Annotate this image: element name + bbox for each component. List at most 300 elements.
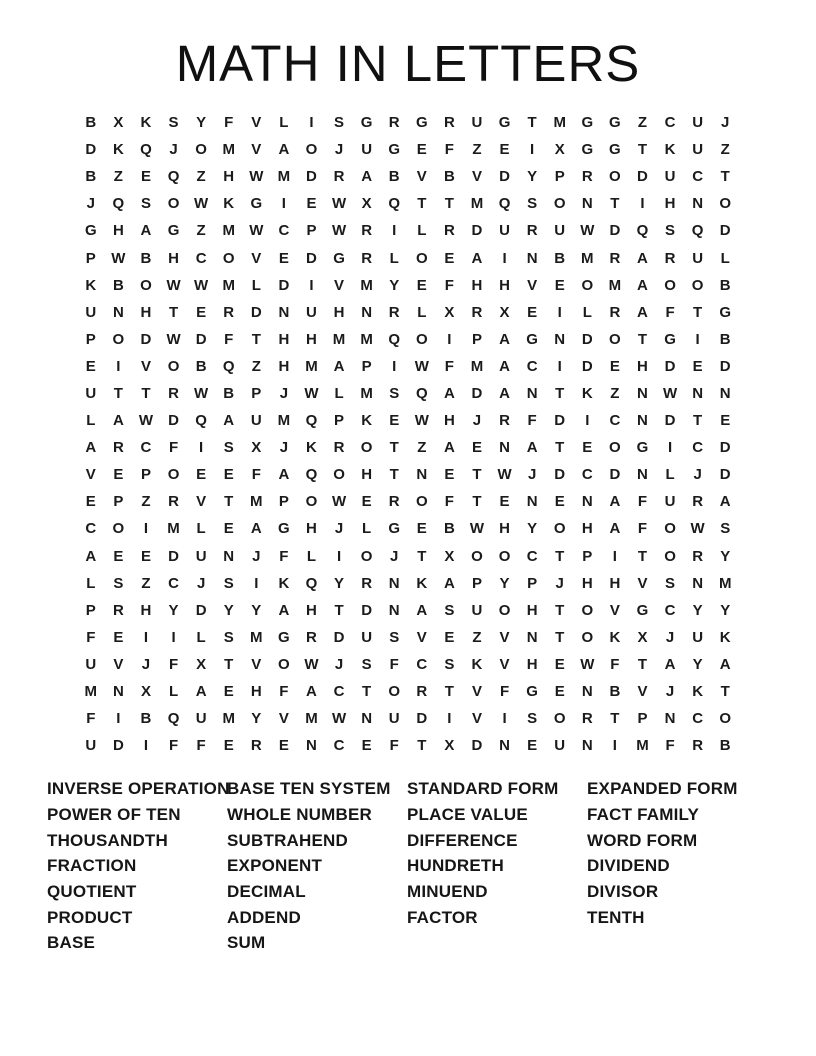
- grid-letter: T: [555, 547, 565, 565]
- grid-letter: R: [692, 493, 704, 511]
- grid-letter: A: [85, 439, 97, 457]
- grid-letter: W: [580, 222, 595, 240]
- grid-letter: E: [140, 168, 151, 186]
- grid-letter: O: [360, 547, 373, 565]
- grid-letter: C: [416, 655, 428, 673]
- grid-letter: R: [306, 628, 317, 646]
- grid-letter: L: [417, 222, 427, 240]
- grid-letter: U: [85, 384, 97, 402]
- grid-letter: D: [719, 357, 731, 375]
- grid-letter: T: [389, 466, 399, 484]
- grid-letter: D: [306, 168, 317, 186]
- grid-letter: L: [389, 249, 399, 267]
- grid-letter: F: [279, 683, 289, 701]
- word-list-item: FRACTION: [47, 856, 137, 876]
- word-list-column: [587, 776, 767, 956]
- grid-letter: K: [471, 655, 483, 673]
- grid-letter: Q: [305, 466, 318, 484]
- word-list-item: ADDEND: [227, 907, 301, 927]
- grid-letter: D: [471, 384, 483, 402]
- grid-letter: P: [471, 330, 482, 348]
- grid-letter: C: [609, 412, 621, 430]
- grid-letter: U: [306, 303, 317, 321]
- grid-letter: D: [140, 330, 152, 348]
- grid-letter: R: [333, 168, 345, 186]
- grid-letter: O: [415, 249, 428, 267]
- grid-letter: O: [609, 330, 621, 348]
- grid-letter: I: [447, 710, 452, 728]
- grid-letter: T: [417, 195, 427, 213]
- grid-letter: S: [223, 628, 234, 646]
- grid-letter: M: [84, 683, 98, 701]
- grid-letter: U: [692, 114, 704, 132]
- grid-letter: P: [85, 330, 96, 348]
- grid-letter: Y: [527, 168, 538, 186]
- grid-letter: X: [196, 655, 207, 673]
- word-list-item: HUNDRETH: [407, 856, 504, 876]
- grid-letter: G: [388, 141, 401, 159]
- grid-letter: W: [580, 655, 595, 673]
- grid-letter: E: [113, 547, 124, 565]
- grid-letter: A: [443, 384, 455, 402]
- grid-letter: E: [223, 466, 234, 484]
- grid-letter: G: [581, 114, 594, 132]
- grid-letter: D: [278, 276, 290, 294]
- grid-letter: F: [196, 737, 206, 755]
- grid-letter: E: [554, 655, 565, 673]
- word-list-item: STANDARD FORM: [407, 779, 559, 799]
- grid-letter: V: [527, 276, 538, 294]
- grid-letter: H: [526, 655, 538, 673]
- grid-letter: M: [360, 276, 373, 294]
- grid-letter: R: [388, 303, 400, 321]
- grid-letter: I: [254, 574, 259, 592]
- grid-letter: T: [417, 737, 427, 755]
- grid-letter: Q: [388, 330, 401, 348]
- grid-letter: E: [720, 412, 731, 430]
- grid-letter: M: [222, 141, 235, 159]
- grid-letter: L: [306, 547, 317, 565]
- grid-letter: W: [662, 384, 678, 402]
- grid-letter: W: [249, 168, 264, 186]
- grid-letter: E: [527, 737, 538, 755]
- word-list-column: [227, 776, 407, 956]
- grid-letter: R: [112, 601, 124, 619]
- grid-letter: S: [665, 574, 676, 592]
- grid-letter: M: [470, 357, 484, 375]
- grid-letter: A: [333, 357, 345, 375]
- grid-letter: O: [415, 493, 428, 511]
- grid-letter: T: [610, 195, 620, 213]
- grid-letter: F: [499, 683, 510, 701]
- grid-letter: K: [664, 141, 676, 159]
- grid-letter: T: [389, 439, 399, 457]
- grid-letter: U: [85, 737, 97, 755]
- grid-letter: D: [195, 601, 207, 619]
- word-list-item: QUOTIENT: [47, 882, 137, 902]
- grid-letter: V: [499, 655, 510, 673]
- grid-letter: O: [388, 683, 401, 701]
- grid-letter: N: [554, 330, 566, 348]
- grid-letter: E: [527, 303, 538, 321]
- grid-letter: Q: [415, 384, 428, 402]
- grid-letter: X: [499, 303, 510, 321]
- grid-letter: H: [361, 466, 373, 484]
- grid-letter: B: [112, 276, 124, 294]
- grid-letter: Q: [636, 222, 649, 240]
- grid-letter: N: [581, 737, 593, 755]
- grid-letter: G: [415, 114, 428, 132]
- word-list-item: FACTOR: [407, 907, 478, 927]
- grid-letter: K: [223, 195, 235, 213]
- grid-letter: I: [695, 330, 700, 348]
- grid-letter: T: [444, 195, 454, 213]
- grid-letter: E: [223, 737, 234, 755]
- grid-letter: P: [140, 466, 151, 484]
- grid-letter: J: [196, 574, 206, 592]
- grid-letter: M: [553, 114, 566, 132]
- grid-letter: T: [527, 114, 537, 132]
- puzzle-title: MATH IN LETTERS: [175, 35, 641, 92]
- grid-letter: C: [140, 439, 152, 457]
- grid-letter: T: [555, 601, 565, 619]
- grid-letter: D: [719, 466, 731, 484]
- grid-letter: F: [444, 357, 454, 375]
- grid-letter: V: [251, 249, 262, 267]
- grid-letter: I: [667, 439, 673, 457]
- grid-letter: C: [526, 357, 538, 375]
- grid-letter: S: [140, 195, 151, 213]
- grid-letter: H: [250, 683, 262, 701]
- grid-letter: B: [719, 276, 731, 294]
- grid-letter: R: [388, 493, 400, 511]
- grid-letter: E: [609, 357, 620, 375]
- grid-letter: A: [471, 249, 483, 267]
- grid-letter: T: [610, 710, 620, 728]
- grid-letter: G: [278, 520, 290, 538]
- grid-letter: D: [554, 412, 566, 430]
- grid-letter: F: [527, 412, 537, 430]
- grid-letter: M: [470, 195, 484, 213]
- grid-letter: T: [444, 683, 454, 701]
- grid-letter: N: [719, 384, 731, 402]
- grid-letter: T: [362, 683, 372, 701]
- grid-letter: T: [472, 493, 482, 511]
- grid-letter: Q: [140, 141, 152, 159]
- grid-letter: A: [637, 249, 648, 267]
- grid-letter: V: [334, 276, 345, 294]
- grid-letter: W: [690, 520, 705, 538]
- grid-letter: D: [581, 330, 593, 348]
- grid-letter: R: [333, 439, 345, 457]
- word-list-item: DIFFERENCE: [407, 830, 518, 850]
- grid-letter: D: [554, 466, 566, 484]
- grid-letter: G: [636, 601, 649, 619]
- grid-letter: T: [224, 655, 234, 673]
- grid-letter: S: [223, 574, 234, 592]
- grid-letter: K: [140, 114, 152, 132]
- grid-letter: D: [85, 141, 97, 159]
- grid-letter: G: [498, 114, 511, 132]
- word-list-item: DIVIDEND: [587, 856, 670, 876]
- grid-letter: B: [223, 384, 235, 402]
- grid-letter: N: [664, 710, 676, 728]
- grid-letter: O: [305, 141, 318, 159]
- grid-letter: I: [530, 141, 535, 159]
- grid-letter: S: [389, 628, 400, 646]
- grid-letter: B: [609, 683, 621, 701]
- grid-letter: K: [112, 141, 124, 159]
- grid-letter: T: [555, 628, 565, 646]
- grid-letter: H: [306, 330, 317, 348]
- grid-letter: T: [720, 683, 730, 701]
- grid-letter: I: [612, 737, 617, 755]
- grid-letter: F: [665, 737, 675, 755]
- grid-letter: P: [306, 222, 317, 240]
- grid-letter: S: [389, 384, 400, 402]
- grid-letter: R: [609, 249, 621, 267]
- grid-letter: W: [304, 384, 319, 402]
- word-list-item: DECIMAL: [227, 882, 306, 902]
- grid-letter: H: [278, 357, 290, 375]
- grid-letter: D: [250, 303, 262, 321]
- grid-letter: R: [471, 303, 483, 321]
- grid-letter: T: [693, 412, 703, 430]
- grid-letter: M: [636, 737, 649, 755]
- word-list: [0, 776, 816, 956]
- grid-letter: O: [167, 357, 180, 375]
- grid-letter: V: [471, 168, 482, 186]
- grid-letter: O: [664, 520, 676, 538]
- grid-letter: J: [169, 141, 178, 159]
- grid-letter: D: [719, 439, 731, 457]
- grid-letter: H: [278, 330, 290, 348]
- grid-letter: E: [196, 303, 207, 321]
- grid-letter: P: [527, 574, 538, 592]
- grid-letter: O: [719, 195, 732, 213]
- word-list-item: BASE: [47, 933, 96, 953]
- grid-letter: O: [609, 168, 621, 186]
- grid-letter: J: [390, 547, 399, 565]
- grid-letter: C: [278, 222, 290, 240]
- grid-letter: R: [443, 114, 455, 132]
- grid-letter: D: [609, 222, 621, 240]
- grid-letter: L: [334, 384, 344, 402]
- grid-letter: B: [719, 737, 731, 755]
- grid-letter: N: [692, 574, 704, 592]
- grid-letter: M: [332, 330, 346, 348]
- grid-letter: F: [224, 114, 234, 132]
- grid-letter: F: [637, 493, 648, 511]
- grid-letter: O: [581, 628, 594, 646]
- grid-letter: Y: [720, 547, 731, 565]
- grid-letter: N: [637, 466, 648, 484]
- grid-letter: D: [195, 330, 207, 348]
- grid-letter: V: [637, 683, 648, 701]
- grid-letter: A: [637, 276, 648, 294]
- grid-letter: W: [138, 412, 154, 430]
- grid-letter: J: [334, 655, 344, 673]
- grid-letter: Q: [388, 195, 401, 213]
- word-list-item: WHOLE NUMBER: [227, 804, 372, 824]
- grid-letter: T: [334, 601, 344, 619]
- grid-letter: Y: [720, 601, 731, 619]
- grid-letter: Z: [141, 574, 151, 592]
- grid-letter: U: [195, 710, 207, 728]
- grid-letter: X: [361, 195, 372, 213]
- grid-letter: M: [305, 357, 318, 375]
- grid-letter: P: [251, 384, 262, 402]
- grid-letter: V: [609, 601, 620, 619]
- grid-letter: L: [86, 412, 96, 430]
- grid-letter: I: [116, 710, 121, 728]
- grid-letter: V: [637, 574, 648, 592]
- grid-letter: B: [140, 249, 152, 267]
- grid-letter: U: [85, 303, 97, 321]
- grid-letter: I: [585, 412, 590, 430]
- grid-letter: A: [609, 493, 621, 511]
- grid-letter: A: [306, 683, 317, 701]
- word-list-item: POWER OF TEN: [47, 804, 181, 824]
- grid-letter: L: [665, 466, 675, 484]
- grid-letter: Z: [113, 168, 123, 186]
- grid-letter: N: [416, 466, 428, 484]
- grid-letter: G: [278, 628, 290, 646]
- grid-letter: O: [195, 141, 207, 159]
- grid-letter: I: [612, 547, 617, 565]
- grid-letter: R: [581, 710, 593, 728]
- grid-letter: K: [692, 683, 704, 701]
- grid-letter: E: [113, 466, 124, 484]
- grid-letter: M: [360, 330, 373, 348]
- grid-letter: A: [719, 493, 731, 511]
- grid-letter: T: [224, 493, 234, 511]
- grid-letter: E: [223, 683, 234, 701]
- grid-letter: M: [250, 628, 263, 646]
- grid-letter: Q: [498, 195, 511, 213]
- grid-letter: R: [526, 222, 538, 240]
- grid-letter: Y: [334, 574, 345, 592]
- grid-letter: S: [720, 520, 731, 538]
- grid-letter: N: [526, 384, 538, 402]
- grid-letter: R: [692, 547, 704, 565]
- grid-letter: Y: [196, 114, 207, 132]
- grid-letter: A: [361, 168, 373, 186]
- grid-letter: C: [692, 168, 704, 186]
- grid-letter: E: [416, 276, 427, 294]
- grid-letter: T: [637, 330, 648, 348]
- grid-letter: B: [388, 168, 400, 186]
- grid-letter: M: [222, 222, 235, 240]
- grid-letter: U: [361, 141, 373, 159]
- grid-letter: H: [112, 222, 124, 240]
- grid-letter: N: [278, 303, 290, 321]
- grid-letter: Q: [195, 412, 207, 430]
- grid-letter: T: [555, 439, 565, 457]
- grid-letter: T: [637, 547, 648, 565]
- grid-letter: V: [113, 655, 124, 673]
- word-list-item: SUM: [227, 933, 266, 953]
- grid-letter: O: [581, 276, 594, 294]
- grid-letter: J: [472, 412, 482, 430]
- word-list-item: THOUSANDTH: [47, 830, 168, 850]
- grid-letter: R: [112, 439, 124, 457]
- grid-letter: H: [637, 357, 648, 375]
- grid-letter: Z: [251, 357, 261, 375]
- word-list-item: TENTH: [587, 907, 645, 927]
- grid-letter: Y: [389, 276, 400, 294]
- grid-letter: Y: [251, 601, 262, 619]
- word-list-column: [47, 776, 230, 956]
- grid-letter: E: [554, 493, 565, 511]
- grid-letter: D: [168, 547, 179, 565]
- grid-letter: W: [331, 195, 347, 213]
- grid-letter: V: [251, 114, 262, 132]
- grid-letter: C: [333, 683, 345, 701]
- grid-letter: Q: [222, 357, 235, 375]
- grid-letter: P: [554, 168, 565, 186]
- grid-letter: M: [360, 384, 373, 402]
- grid-letter: K: [416, 574, 428, 592]
- grid-letter: K: [609, 628, 621, 646]
- grid-letter: W: [194, 276, 209, 294]
- grid-letter: A: [499, 330, 510, 348]
- grid-letter: V: [416, 628, 427, 646]
- grid-letter: P: [334, 412, 345, 430]
- grid-letter: G: [636, 439, 649, 457]
- grid-letter: F: [444, 276, 454, 294]
- grid-letter: M: [250, 493, 263, 511]
- grid-letter: D: [168, 412, 179, 430]
- grid-letter: U: [195, 547, 207, 565]
- grid-letter: Z: [472, 628, 482, 646]
- grid-letter: W: [166, 276, 181, 294]
- grid-letter: I: [392, 222, 397, 240]
- grid-letter: O: [333, 466, 345, 484]
- word-list-item: FACT FAMILY: [587, 804, 700, 824]
- grid-letter: W: [414, 357, 429, 375]
- grid-letter: N: [361, 710, 373, 728]
- grid-letter: T: [693, 303, 703, 321]
- grid-letter: H: [499, 520, 510, 538]
- grid-letter: C: [692, 710, 704, 728]
- grid-letter: G: [360, 114, 373, 132]
- grid-letter: W: [194, 195, 209, 213]
- grid-letter: E: [471, 439, 482, 457]
- grid-letter: H: [443, 412, 455, 430]
- word-search-grid: [77, 109, 739, 759]
- grid-letter: N: [581, 195, 593, 213]
- grid-letter: Z: [720, 141, 730, 159]
- grid-letter: U: [85, 655, 97, 673]
- grid-letter: C: [526, 547, 538, 565]
- grid-letter: Q: [305, 412, 318, 430]
- grid-letter: F: [86, 628, 96, 646]
- grid-letter: F: [279, 547, 289, 565]
- grid-letter: B: [140, 710, 152, 728]
- grid-letter: N: [526, 628, 538, 646]
- grid-letter: O: [360, 439, 373, 457]
- grid-letter: P: [637, 710, 648, 728]
- grid-letter: L: [362, 520, 372, 538]
- grid-letter: E: [444, 466, 455, 484]
- grid-letter: G: [333, 249, 345, 267]
- grid-letter: P: [85, 601, 96, 619]
- grid-letter: K: [581, 384, 593, 402]
- grid-letter: E: [444, 249, 455, 267]
- grid-letter: H: [223, 168, 235, 186]
- grid-letter: P: [471, 574, 482, 592]
